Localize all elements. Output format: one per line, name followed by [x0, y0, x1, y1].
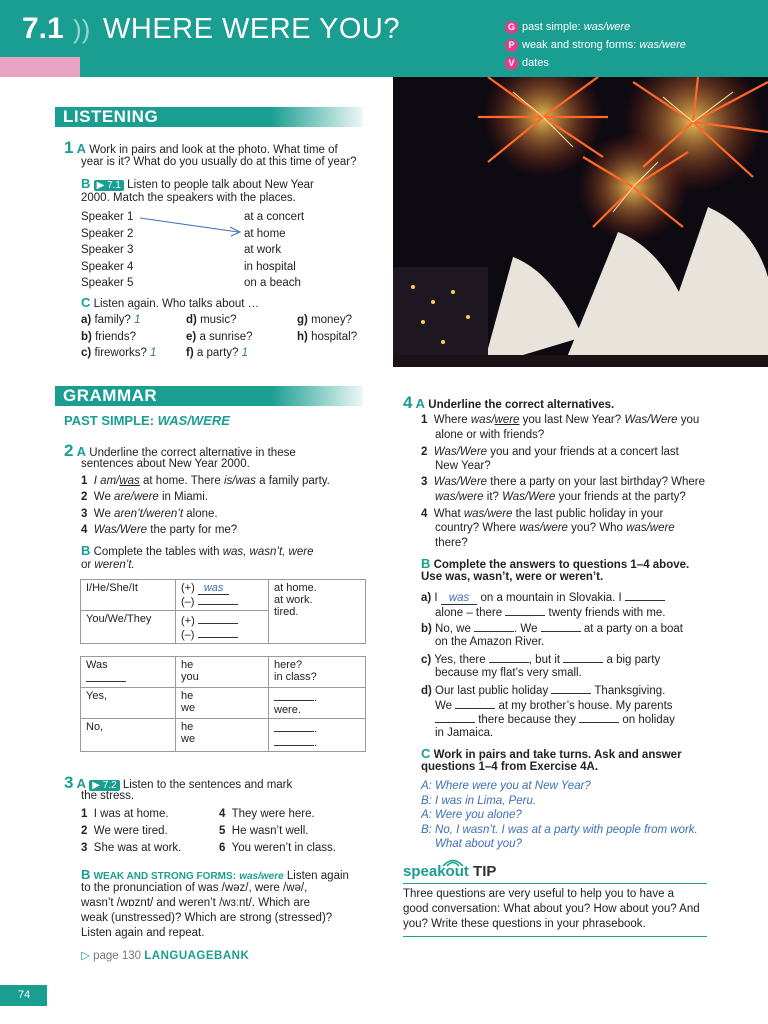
place-label[interactable]: in hospital: [244, 260, 296, 273]
q2-sentence-3[interactable]: 3 We aren’t/weren’t alone.: [81, 508, 218, 520]
who-item[interactable]: a) family? 1: [81, 314, 141, 326]
place-label[interactable]: at home: [244, 227, 286, 240]
q2-sentence-4[interactable]: 4 Was/Were the party for me?: [81, 524, 238, 536]
vocabulary-badge: V: [505, 57, 518, 70]
place-label[interactable]: at work: [244, 244, 282, 256]
who-item[interactable]: f) a party? 1: [186, 347, 249, 359]
q4b-a[interactable]: a) I was on a mountain in Slovakia. I: [421, 590, 665, 604]
q4b-d[interactable]: d) Our last public holiday Thanksgiving.: [421, 685, 666, 697]
grammar-heading: GRAMMAR: [55, 386, 363, 406]
stress-sentence: 6 You weren’t in class.: [219, 842, 337, 854]
pronunciation-badge: P: [505, 39, 518, 52]
q4b-b[interactable]: b) No, we . We at a party on a boat: [421, 623, 683, 635]
grammar-badge: G: [505, 21, 518, 34]
header-pink-strip: [0, 57, 80, 77]
speakout-tip-heading: speakout TIP: [403, 863, 497, 880]
stress-sentence: 1 I was at home.: [81, 808, 169, 820]
who-item[interactable]: b) friends?: [81, 330, 136, 343]
who-item[interactable]: d) music?: [186, 314, 237, 326]
who-item[interactable]: g) money?: [297, 314, 352, 326]
grammar-table-1: I/He/She/It (+) was (–) at home. at work. tired. You/We/They (+) (–): [80, 579, 366, 644]
speech-waves-icon: [440, 857, 466, 867]
speaker-label[interactable]: Speaker 2: [81, 227, 134, 240]
q4b-c[interactable]: c) Yes, there , but it a big party: [421, 654, 661, 666]
unit-number: 7.1: [22, 12, 64, 45]
aims: G past simple: was/were P weak and strong forms: was/were V dates: [505, 18, 686, 72]
q4-4[interactable]: 4 What was/were the last public holiday in your: [421, 508, 664, 520]
tip-rule-bottom: [403, 936, 707, 937]
speaker-label[interactable]: Speaker 5: [81, 277, 134, 289]
fireworks-photo: [393, 77, 768, 367]
who-item[interactable]: c) fireworks? 1: [81, 347, 157, 359]
stress-sentence: 3 She was at work.: [81, 842, 182, 854]
stress-sentence: 4 They were here.: [219, 808, 315, 820]
who-item[interactable]: e) a sunrise?: [186, 330, 253, 343]
dialogue-line: A: Were you alone?: [421, 809, 522, 821]
speaker-label[interactable]: Speaker 3: [81, 244, 134, 256]
place-label[interactable]: at a concert: [244, 211, 305, 223]
stress-sentence: 5 He wasn’t well.: [219, 825, 309, 837]
listening-heading: LISTENING: [55, 107, 363, 127]
q2-sentence-2[interactable]: 2 We are/were in Miami.: [81, 491, 208, 503]
audio-track-icon[interactable]: ▶ 7.1: [94, 180, 124, 191]
dialogue-line: A: Where were you at New Year?: [421, 780, 591, 792]
audio-wave-icon: )): [73, 14, 91, 44]
dialogue-line: What about you?: [435, 838, 522, 850]
stress-sentence: 2 We were tired.: [81, 825, 168, 837]
grammar-table-2: Was he you here? in class? Yes, he we . were. No, he we . .: [80, 656, 366, 752]
page-title: WHERE WERE YOU?: [103, 13, 401, 45]
place-label[interactable]: on a beach: [244, 277, 301, 289]
speaker-label[interactable]: Speaker 1: [81, 211, 134, 223]
match-arrow: [140, 216, 250, 238]
tip-rule-top: [403, 883, 707, 884]
q2-sentence-1[interactable]: 1 I am/was at home. There is/was a family party.: [81, 475, 330, 487]
page-number: 74: [18, 989, 31, 1001]
audio-track-icon[interactable]: ▶ 7.2: [89, 780, 119, 791]
dialogue-line: B: No, I wasn’t. I was at a party with people from work.: [421, 823, 698, 836]
speaker-label[interactable]: Speaker 4: [81, 260, 134, 273]
q4-3[interactable]: 3 Was/Were there a party on your last birthday? Where: [421, 476, 706, 488]
language-bank-link[interactable]: ▷ page 130 LANGUAGEBANK: [81, 950, 250, 962]
q4-2[interactable]: 2 Was/Were you and your friends at a concert last: [421, 446, 679, 458]
play-triangle-icon: ▷: [81, 950, 90, 962]
who-item[interactable]: h) hospital?: [297, 330, 358, 343]
dialogue-line: B: I was in Lima, Peru.: [421, 794, 537, 807]
q4-1[interactable]: 1 Where was/were you last New Year? Was/Were you: [421, 414, 700, 426]
